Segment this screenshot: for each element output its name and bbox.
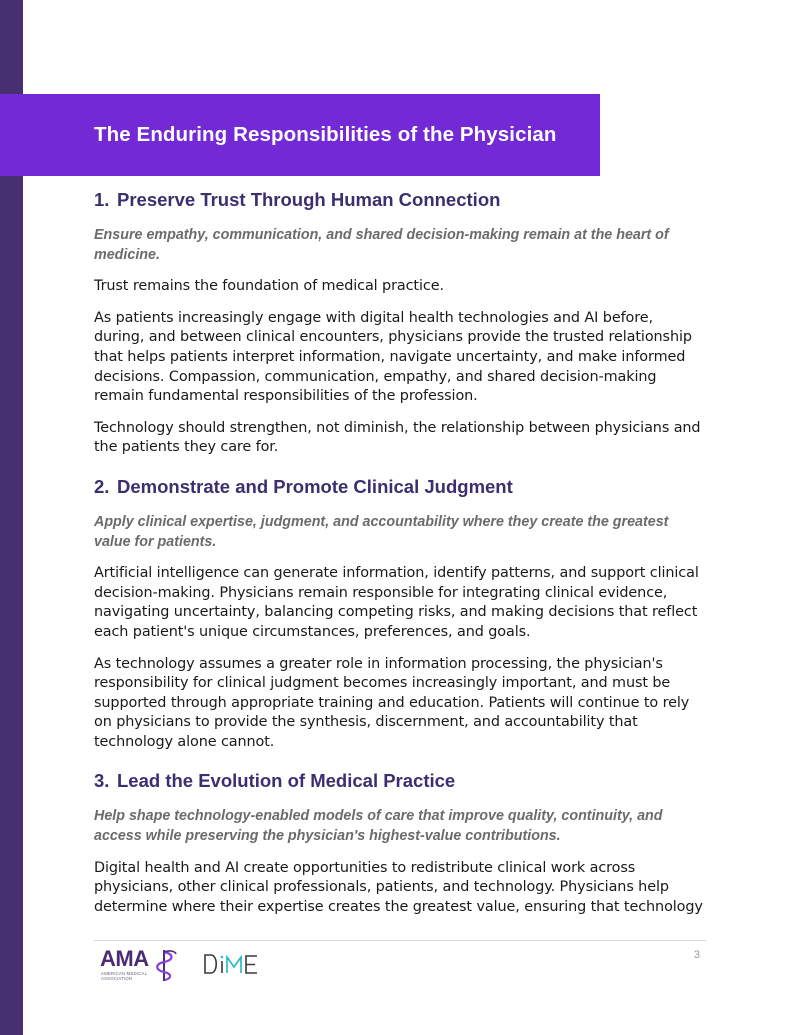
dime-logo-icon <box>203 952 259 976</box>
page-title: The Enduring Responsibilities of the Physician <box>94 123 557 146</box>
section-preserve-trust <box>94 186 706 458</box>
section-heading <box>94 186 706 214</box>
section-number: 3. <box>94 770 110 792</box>
section-summary: Help shape technology-enabled models of care that improve quality, continuity, and access while preserving the physician's highest-value contributions. <box>94 808 663 845</box>
body-paragraph: Trust remains the foundation of medical practice. <box>94 278 444 295</box>
section-number: 2. <box>94 475 110 497</box>
main-content <box>94 186 706 917</box>
ama-logo <box>100 948 182 984</box>
section-title: Lead the Evolution of Medical Practice <box>117 770 456 792</box>
body-paragraph: Technology should strengthen, not diminish, the relationship between physicians and the patients they care for. <box>94 419 701 456</box>
section-number: 1. <box>94 189 110 210</box>
body-paragraph: Digital health and AI create opportunities to redistribute clinical work across physicians, other clinical professionals, patients, and technology. Physicians help determine where their expertise creates the greatest value, ensuring that technology <box>94 859 703 915</box>
body-paragraph: As patients increasingly engage with digital health technologies and AI before, during, and between clinical encounters, physicians provide the trusted relationship that helps patients interpret information, navigate uncertainty, and make informed decisions. Compassion, communication, empathy, and shared decision-making remain fundamental responsibilities of the profession. <box>94 309 692 405</box>
section-title: Preserve Trust Through Human Connection <box>117 189 501 210</box>
section-lead-evolution <box>94 767 706 917</box>
body-paragraph: As technology assumes a greater role in information processing, the physician's responsibility for clinical judgment becomes increasingly important, and must be supported through appropriate training and education. Patients will continue to rely on physicians to provide the synthesis, discernment, and accountability that technology alone cannot. <box>94 655 690 750</box>
title-banner <box>0 94 600 176</box>
dime-logo <box>203 952 259 976</box>
ama-logo-wordmark: AMA <box>100 946 149 971</box>
section-heading <box>94 473 706 501</box>
body-paragraph: Artificial intelligence can generate information, identify patterns, and support clinical decision-making. Physicians remain responsible for integrating clinical evidence, navigating uncertainty, balancing competing risks, and making decisions that reflect each patient's unique circumstances, preferences, and goals. <box>94 565 699 640</box>
section-clinical-judgment <box>94 473 706 753</box>
ama-logo-subtext: AMERICAN MEDICAL ASSOCIATION <box>101 971 148 981</box>
section-title: Demonstrate and Promote Clinical Judgment <box>117 475 513 497</box>
page-number: 3 <box>693 949 700 961</box>
caduceus-icon <box>156 948 178 982</box>
section-heading <box>94 767 706 795</box>
section-summary: Apply clinical expertise, judgment, and accountability where they create the greatest value for patients. <box>94 513 669 550</box>
section-summary: Ensure empathy, communication, and shared decision-making remain at the heart of medicine. <box>94 227 669 263</box>
footer-divider <box>94 940 706 941</box>
